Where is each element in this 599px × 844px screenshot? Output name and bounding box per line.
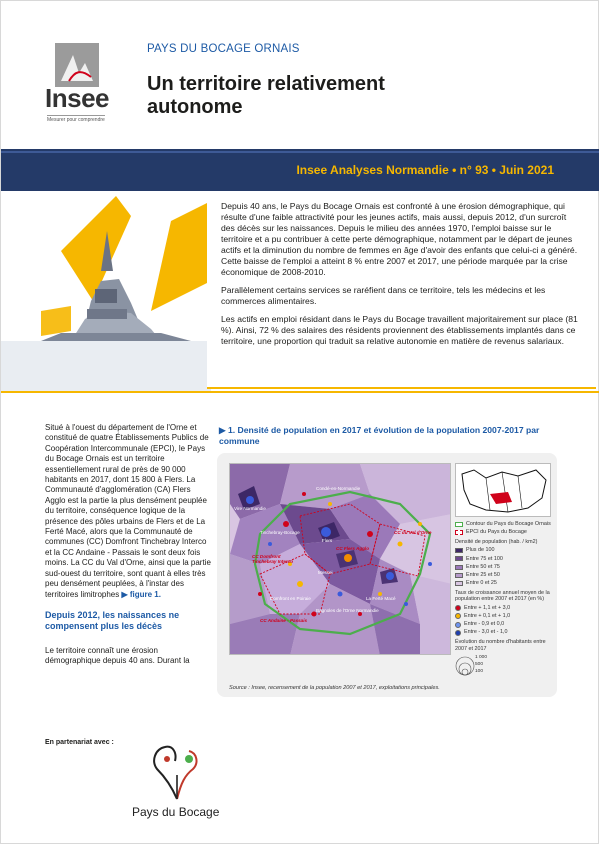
legend-label: Entre + 1,1 et + 3,0 — [464, 604, 511, 611]
legend-item — [455, 564, 555, 571]
legend-label: EPCI du Pays du Bocage — [466, 529, 527, 536]
legend-label: Entre - 3,0 et - 1,0 — [464, 629, 508, 636]
map-label: Domfront en Poiraie — [270, 596, 311, 601]
legend-item — [455, 629, 555, 636]
legend-label: Contour du Pays du Bocage Ornais — [466, 521, 551, 527]
legend-swatch — [455, 548, 463, 553]
map-label: Flers — [322, 538, 333, 543]
publication-reference: Insee Analyses Normandie • n° 93 • Juin 2021 — [296, 163, 554, 177]
map-label: Messei — [318, 570, 333, 575]
legend-label: Plus de 100 — [466, 547, 495, 554]
legend-swatch — [455, 622, 461, 628]
legend-item — [455, 605, 555, 612]
partner-label: En partenariat avec : — [45, 739, 114, 746]
legend-swatch — [455, 605, 461, 611]
legend-swatch — [455, 522, 463, 527]
insee-logo-tagline: Mesurer pour comprendre — [47, 117, 105, 123]
bocage-tree-icon — [127, 735, 237, 805]
map-label-epci: CC Andaine - Passais — [260, 618, 308, 623]
map-legend — [455, 521, 555, 676]
legend-label: Entre + 0,1 et + 1,0 — [464, 613, 511, 620]
legend-swatch — [455, 581, 463, 586]
mont-saint-michel-illustration — [1, 191, 211, 391]
summary-box — [207, 191, 596, 389]
body-column — [45, 423, 211, 677]
legend-swatch — [455, 630, 461, 636]
map-label: La Ferté Macé — [366, 596, 396, 601]
body-paragraph-text: Situé à l'ouest du département de l'Orne et constitué de quatre Établissements Publics de Coopération Intercommunale (EPCI), le Pays du Bocage Ornais est un territoire essentiellement rural de près de 90 000 habitants en 2017, dont 15 800 à Flers. La Communauté d'agglomération (CA) Flers Agglo est la partie la plus densément peuplée du territoire, conséquence logique de la présence des pôles urbains de Flers et de La Ferté Macé, alors que la Communauté de communes (CC) Domfront Tinchebray Interco et la CC Andaine - Passais le sont deux fois moins. La CC du Val d'Orne, ainsi que la partie sud-ouest du territoire, sont quant à elles très peu densément peuplées, à l'instar des territoires limitrophes — [45, 423, 211, 599]
insee-logo-word: Insee — [45, 83, 109, 113]
legend-item — [455, 580, 555, 587]
cover-illustration — [1, 191, 211, 391]
insee-logo-mark-icon — [55, 43, 99, 87]
legend-swatch — [455, 565, 463, 570]
legend-item — [455, 521, 555, 528]
map-label-epci: CC Domfront Tinchebray Interco — [252, 554, 294, 565]
legend-value: 100 — [475, 669, 484, 675]
legend-swatch — [455, 573, 463, 578]
location-inset-map — [455, 463, 551, 517]
legend-label: Entre 25 et 50 — [466, 571, 500, 578]
summary-paragraph: Les actifs en emploi résidant dans le Pays du Bocage travaillent majoritairement sur place (81 %). Ainsi, 72 % des salaires des résidents proviennent des établissements implantés dans ce territoire, une proportion qui traduit sa relative autonomie en matière de revenus salariaux. — [221, 314, 578, 346]
map-label: Bagnoles de l'Orne Normandie — [316, 608, 379, 613]
summary-paragraph: Parallèlement certains services se raréfient dans ce territoire, tels les médecins et les commerces alimentaires. — [221, 285, 546, 306]
legend-item — [455, 547, 555, 554]
density-map — [229, 463, 451, 655]
legend-value: 500 — [475, 662, 484, 668]
map-label: Condé-en-Normandie — [316, 486, 361, 491]
map-label: Tinchebray-Bocage — [260, 530, 300, 535]
page-title: Un territoire relativement autonome — [147, 73, 385, 118]
legend-heading: Densité de population (hab. / km2) — [455, 538, 538, 545]
insee-logo[interactable] — [43, 43, 113, 123]
legend-swatch — [455, 530, 463, 535]
partner-name: Pays du Bocage — [132, 805, 220, 819]
body-paragraph — [45, 423, 211, 600]
map-label-epci: CC du Val d'Orne — [394, 530, 432, 535]
legend-label: Entre 50 et 75 — [466, 563, 500, 570]
legend-label: Entre - 0,9 et 0,0 — [464, 621, 505, 628]
legend-heading: Évolution du nombre d'habitants entre 2007 et 2017 — [455, 639, 546, 652]
legend-value: 1 000 — [475, 655, 488, 661]
section-heading: Depuis 2012, les naissances ne compensent plus les décès — [45, 609, 180, 631]
legend-proportional-circles — [455, 654, 555, 676]
territory-kicker: PAYS DU BOCAGE ORNAIS — [147, 43, 300, 55]
legend-heading: Taux de croissance annuel moyen de la population entre 2007 et 2017 (en %) — [455, 589, 550, 603]
summary-divider — [1, 391, 599, 393]
summary-paragraph: Depuis 40 ans, le Pays du Bocage Ornais est confronté à une érosion démographique, qui résulte d'une faible attractivité pour les jeunes actifs, mais aussi, depuis 2012, d'un surcroît des décès sur les naissances. Depuis le milieu des années 1970, l'emploi baisse sur le territoire et a pu contribuer à cette perte démographique, notamment par le départ de jeunes actifs et la diminution du nombre de femmes en âge d'avoir des enfants que celui-ci a généré. Cette baisse de l'emploi a atteint 8 % entre 2007 et 2017, une période marquée par la crise économique de 2008-2010. — [221, 201, 578, 277]
figure-title: ▶ 1. Densité de population en 2017 et évolution de la population 2007-2017 par commune — [219, 425, 540, 446]
body-paragraph: Le territoire connaît une érosion démographique depuis 40 ans. Durant la — [45, 645, 190, 666]
legend-item — [455, 613, 555, 620]
legend-item — [455, 529, 555, 536]
legend-label: Entre 75 et 100 — [466, 555, 503, 562]
map-label-epci: CC Flers Agglo — [336, 546, 370, 551]
legend-item — [455, 572, 555, 579]
legend-swatch — [455, 613, 461, 619]
legend-item — [455, 556, 555, 563]
map-label: Vire Normandie — [234, 506, 266, 511]
normandy-outline-graphic — [456, 464, 552, 518]
figure-reference-link[interactable]: ▶ figure 1. — [121, 589, 161, 599]
figure-source: Source : Insee, recensement de la population 2007 et 2017, exploitations principales. — [229, 685, 440, 691]
legend-label: Entre 0 et 25 — [466, 580, 497, 587]
band-divider — [1, 151, 599, 153]
legend-swatch — [455, 556, 463, 561]
legend-item — [455, 621, 555, 628]
